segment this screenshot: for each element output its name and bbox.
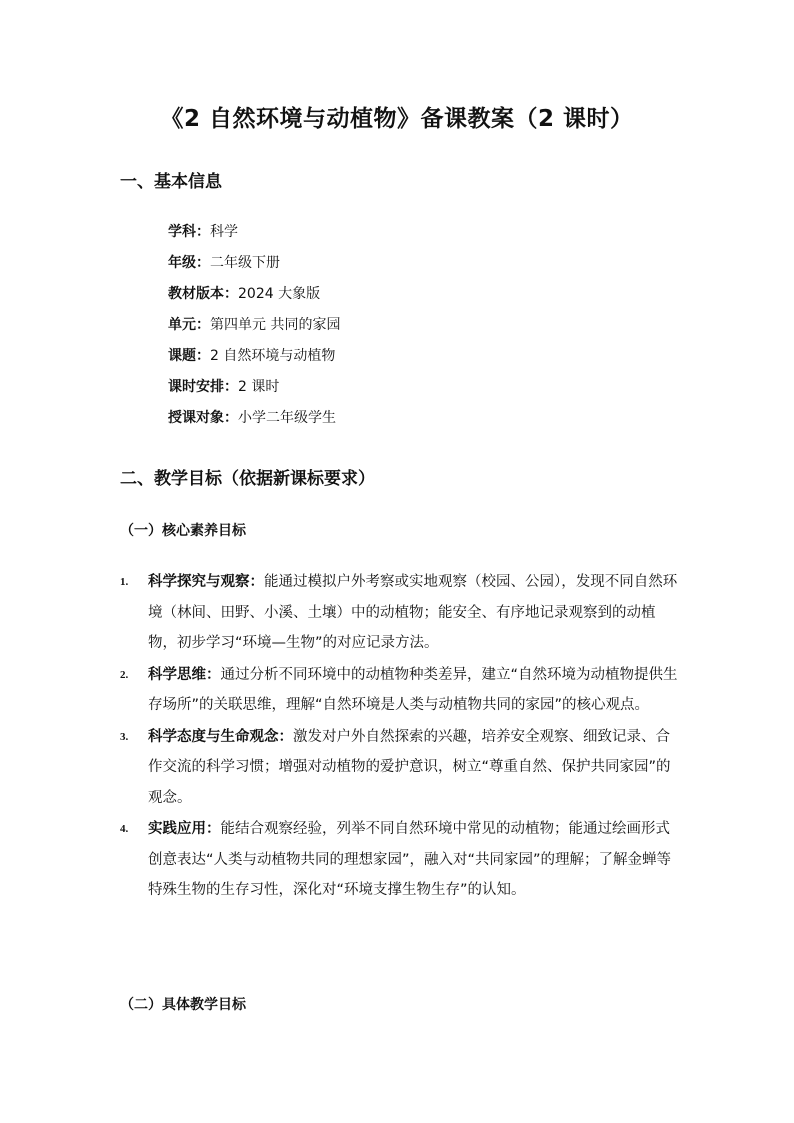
subsection-heading-core-goals: （一）核心素养目标 <box>120 523 246 539</box>
info-row-subject <box>168 222 340 253</box>
document-title: 《2 自然环境与动植物》备课教案（2 课时） <box>160 106 634 132</box>
goal-text: 通过分析不同环境中的动植物种类差异，建立“自然环境为动植物提供生存场所”的关联思维，理解“自然环境是人类与动植物共同的家园”的核心观点。 <box>148 666 678 713</box>
goal-text: 能通过模拟户外考察或实地观察（校园、公园），发现不同自然环境（林间、田野、小溪、土壤）中的动植物；能安全、有序地记录观察到的动植物，初步学习“环境—生物”的对应记录方法。 <box>148 574 678 651</box>
list-item <box>120 660 680 721</box>
info-value: 小学二年级学生 <box>238 410 336 426</box>
info-label: 单元： <box>168 317 210 333</box>
subsection-heading-specific-goals: （二）具体教学目标 <box>120 997 246 1013</box>
section-heading-teaching-goals: 二、教学目标（依据新课标要求） <box>120 469 375 489</box>
list-number: 3. <box>120 730 129 743</box>
info-row-schedule <box>168 377 340 408</box>
info-label: 课题： <box>168 348 210 364</box>
info-value: 二年级下册 <box>210 255 280 271</box>
info-row-textbook-edition <box>168 284 340 315</box>
list-item <box>120 814 680 906</box>
basic-info-list <box>168 222 340 439</box>
goal-label: 实践应用： <box>148 821 221 837</box>
list-item <box>120 722 680 814</box>
info-row-unit <box>168 315 340 346</box>
info-value: 第四单元 共同的家园 <box>210 317 341 333</box>
info-value: 科学 <box>210 224 238 240</box>
list-number: 1. <box>120 576 129 588</box>
info-row-topic <box>168 346 340 377</box>
info-row-audience <box>168 408 340 439</box>
info-label: 年级： <box>168 255 210 271</box>
list-number: 4. <box>120 823 129 835</box>
info-label: 课时安排： <box>168 379 238 395</box>
info-label: 学科： <box>168 224 210 240</box>
info-value: 2024 大象版 <box>238 286 321 302</box>
goal-text: 能结合观察经验，列举不同自然环境中常见的动植物；能通过绘画形式创意表达“人类与动植物共同的理想家园”，融入对“共同家园”的理解；了解金蝉等特殊生物的生存习性，深化对“环境支撑生物生存”的认知。 <box>148 821 672 898</box>
list-item <box>120 567 680 659</box>
info-label: 教材版本： <box>168 286 238 302</box>
info-row-grade <box>168 253 340 284</box>
core-goals-list <box>120 567 680 907</box>
goal-label: 科学思维： <box>148 666 221 683</box>
info-value: 2 自然环境与动植物 <box>210 348 336 364</box>
list-number: 2. <box>120 668 129 681</box>
goal-text: 激发对户外自然探索的兴趣，培养安全观察、细致记录、合作交流的科学习惯；增强对动植物的爱护意识，树立“尊重自然、保护共同家园”的观念。 <box>148 728 671 806</box>
goal-label: 科学态度与生命观念： <box>148 728 293 745</box>
info-label: 授课对象： <box>168 410 238 426</box>
section-heading-basic-info: 一、基本信息 <box>120 172 222 192</box>
info-value: 2 课时 <box>238 379 280 395</box>
goal-label: 科学探究与观察： <box>148 574 264 590</box>
